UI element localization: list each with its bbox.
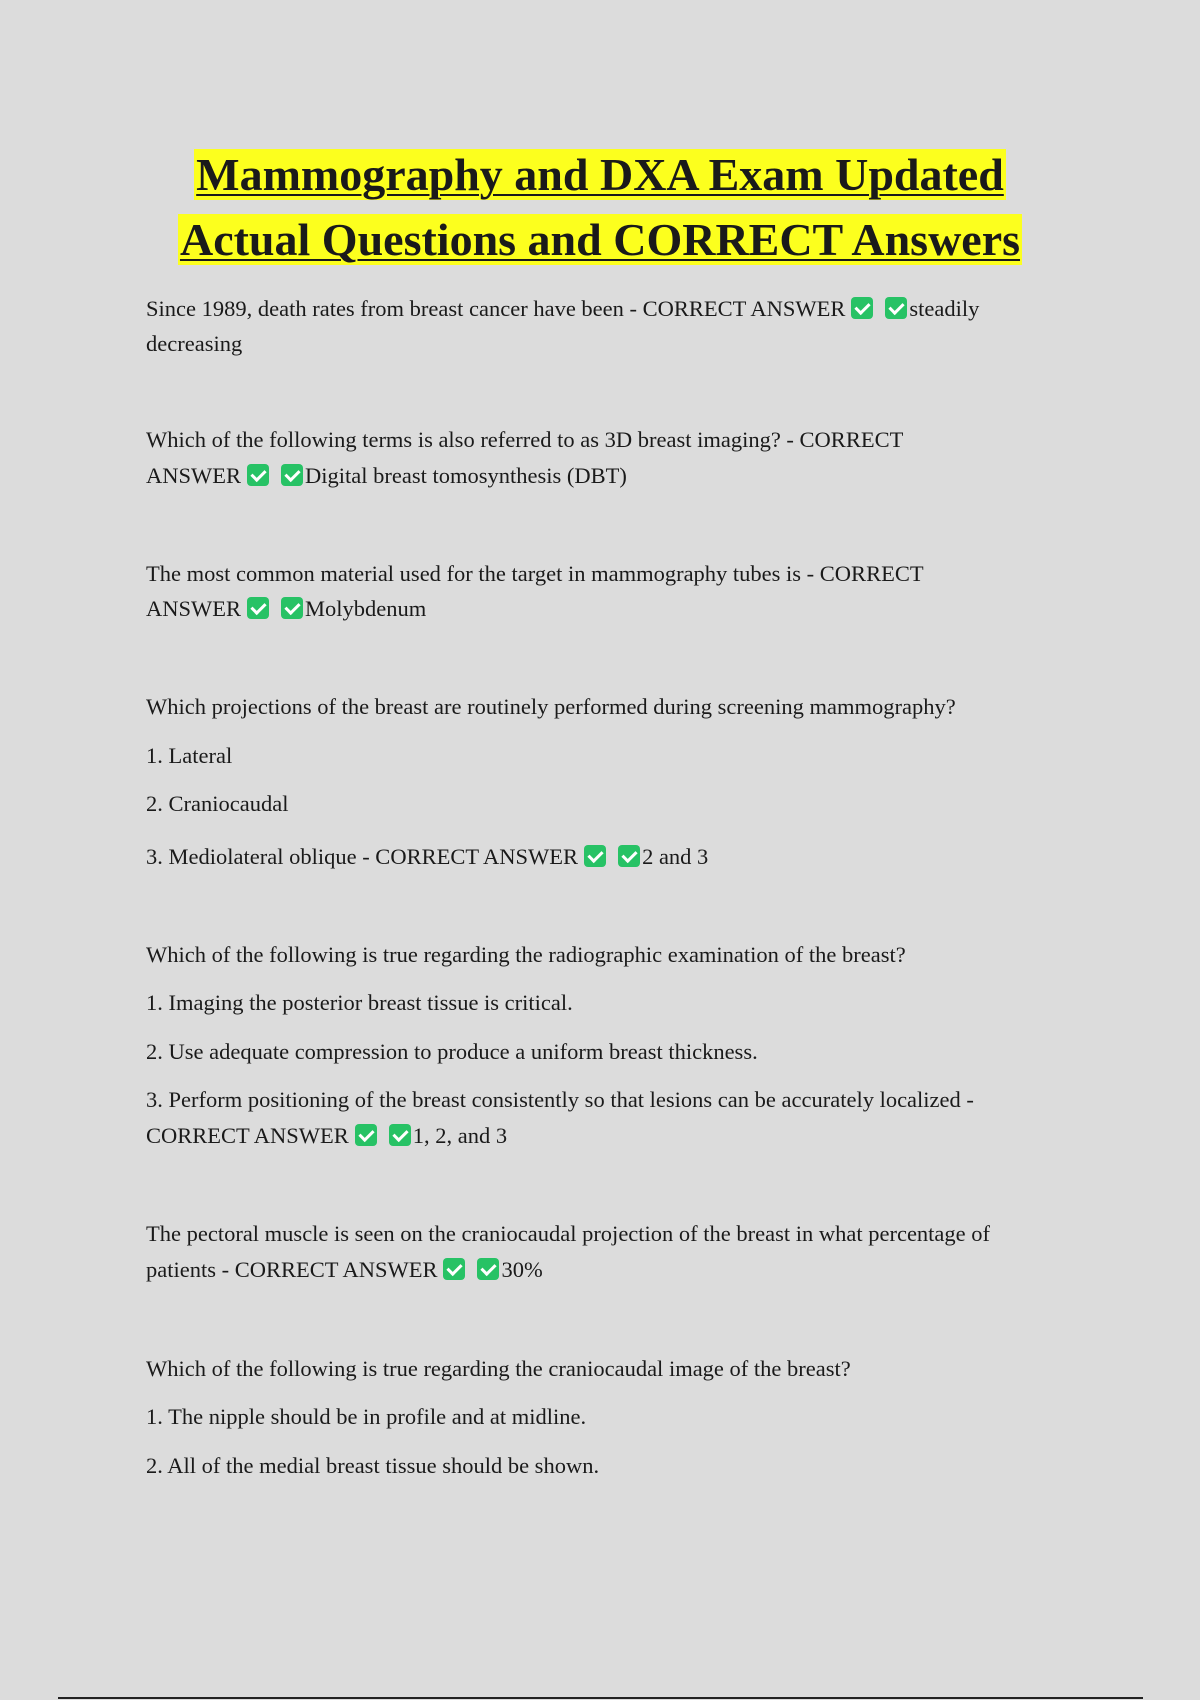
check-box-icon bbox=[584, 845, 606, 867]
q5-option-1: 1. Imaging the posterior breast tissue is critical. bbox=[146, 990, 573, 1015]
q7-option-1: 1. The nipple should be in profile and at midline. bbox=[146, 1404, 587, 1429]
title-line-1: Mammography and DXA Exam Updated bbox=[196, 149, 1004, 200]
q1-line-1 bbox=[146, 291, 1066, 326]
check-box-icon bbox=[247, 597, 269, 619]
check-box-icon bbox=[443, 1258, 465, 1280]
check-box-icon bbox=[355, 1124, 377, 1146]
q4-option-2: 2. Craniocaudal bbox=[146, 791, 289, 816]
q5-answer-line bbox=[146, 1118, 1066, 1153]
check-box-icon bbox=[618, 845, 640, 867]
q5-option-3: 3. Perform positioning of the breast consistently so that lesions can be accurately localized - bbox=[146, 1087, 974, 1112]
q5-prefix: CORRECT ANSWER bbox=[146, 1123, 349, 1148]
check-box-icon bbox=[389, 1124, 411, 1146]
q4-answer: 2 and 3 bbox=[642, 844, 709, 869]
q6-line-2 bbox=[146, 1252, 1066, 1287]
q3-line-2 bbox=[146, 591, 1066, 626]
q2-line-2 bbox=[146, 458, 1066, 493]
q7-option-2: 2. All of the medial breast tissue should be shown. bbox=[146, 1453, 600, 1478]
check-box-icon bbox=[851, 297, 873, 319]
q6-prefix: patients - CORRECT ANSWER bbox=[146, 1257, 438, 1282]
q2-line-1: Which of the following terms is also referred to as 3D breast imaging? - CORRECT bbox=[146, 427, 904, 452]
q1-text: Since 1989, death rates from breast cancer have been - CORRECT ANSWER bbox=[146, 296, 846, 321]
footer-rule bbox=[58, 1697, 1143, 1699]
q3-line-1: The most common material used for the target in mammography tubes is - CORRECT bbox=[146, 561, 924, 586]
q2-answer: Digital breast tomosynthesis (DBT) bbox=[305, 463, 627, 488]
q3-answer: Molybdenum bbox=[305, 596, 427, 621]
check-box-icon bbox=[885, 297, 907, 319]
q6-answer: 30% bbox=[501, 1257, 543, 1282]
q4-option-3 bbox=[146, 839, 1066, 874]
q5-question: Which of the following is true regarding the radiographic examination of the breast? bbox=[146, 942, 906, 967]
check-box-icon bbox=[281, 597, 303, 619]
q4-option-3-text: 3. Mediolateral oblique - CORRECT ANSWER bbox=[146, 844, 579, 869]
q7-question: Which of the following is true regarding the craniocaudal image of the breast? bbox=[146, 1356, 851, 1381]
q5-answer: 1, 2, and 3 bbox=[412, 1123, 508, 1148]
q1-line-2: decreasing bbox=[146, 331, 243, 356]
q6-line-1: The pectoral muscle is seen on the craniocaudal projection of the breast in what percentage of bbox=[146, 1221, 991, 1246]
check-box-icon bbox=[281, 464, 303, 486]
q1-answer: steadily bbox=[909, 296, 980, 321]
title-line-2: Actual Questions and CORRECT Answers bbox=[179, 214, 1021, 265]
q5-option-2: 2. Use adequate compression to produce a uniform breast thickness. bbox=[146, 1039, 758, 1064]
check-box-icon bbox=[247, 464, 269, 486]
q3-prefix: ANSWER bbox=[146, 596, 241, 621]
q4-question: Which projections of the breast are routinely performed during screening mammography? bbox=[146, 694, 956, 719]
document-title bbox=[0, 142, 1200, 272]
q2-prefix: ANSWER bbox=[146, 463, 241, 488]
check-box-icon bbox=[477, 1258, 499, 1280]
q4-option-1: 1. Lateral bbox=[146, 743, 233, 768]
